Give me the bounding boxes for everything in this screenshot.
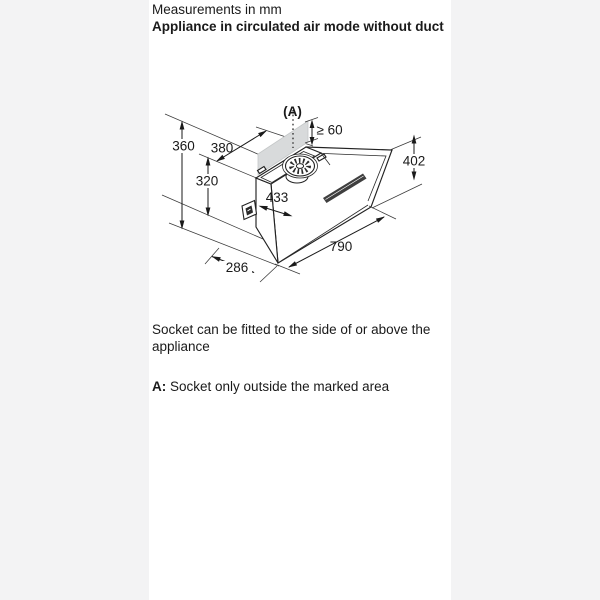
dim-label-total-height: 360 [172,138,195,154]
dim-label-clearance: ≥ 60 [316,122,343,138]
measurements-unit-note: Measurements in mm [152,2,282,17]
arrowhead [216,155,225,162]
socket-note: Socket can be fitted to the side of or above the appliance [152,322,431,354]
arrowhead [376,217,385,223]
dim-label-panel-width: 790 [329,239,353,254]
arrowhead [206,157,211,166]
arrowhead [180,221,185,230]
dim-label-top-width: 380 [210,140,234,156]
extension-line [369,206,396,219]
dim-label-rear-height: 320 [195,173,219,189]
arrowhead [212,256,221,261]
fan-hub [296,164,303,169]
arrowhead [412,172,417,181]
dim-label-panel-height: 402 [402,153,426,169]
extension-line [260,266,277,282]
arrowhead [258,130,267,137]
marker-a-label: (A) [283,104,302,119]
marked-area-note-prefix: A: [152,379,167,394]
arrowhead [310,120,315,129]
arrowhead [288,261,297,267]
marked-area-note-text: Socket only outside the marked area [170,379,390,394]
extension-line [205,248,219,264]
dim-label-body-depth: 433 [265,190,289,205]
dim-label-bottom-depth: 286 [225,260,249,275]
socket-icon [242,201,257,220]
extension-line [372,184,422,208]
page-title: Appliance in circulated air mode without duct [152,18,444,34]
marked-area-note [152,379,448,396]
arrowhead [206,208,211,217]
